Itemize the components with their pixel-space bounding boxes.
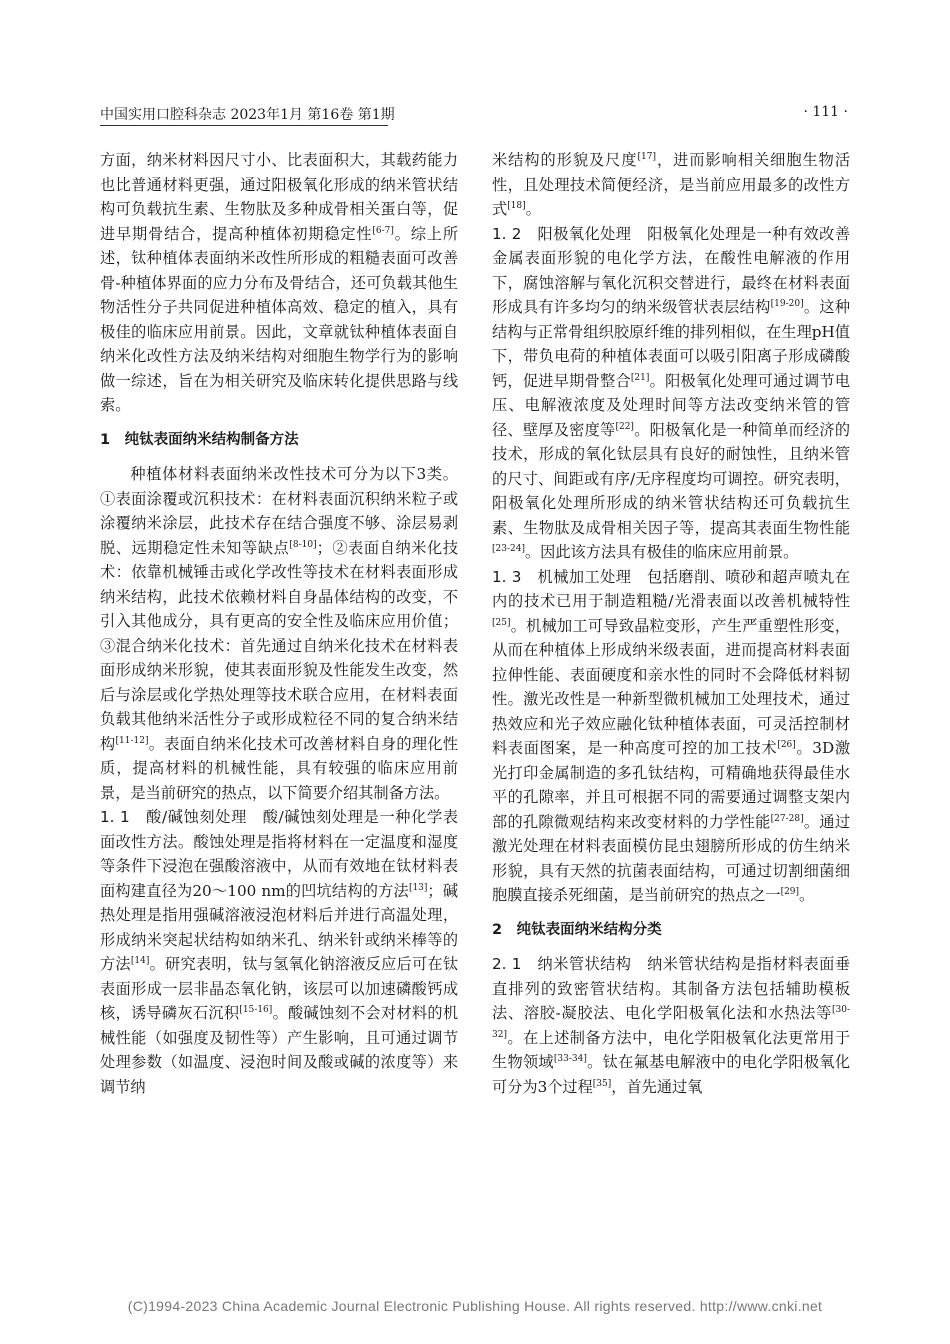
copyright-footer: (C)1994-2023 China Academic Journal Electronic Publishing House. All rights reserved. http://www.cnki.net [127, 1298, 823, 1314]
running-header [100, 104, 850, 126]
left-column [100, 148, 458, 1099]
right-column [492, 148, 850, 1099]
paragraph: 米结构的形貌及尺度[17]，进而影响相关细胞生物活性，且处理技术简便经济，是当前应用最多的改性方式[18]。 [492, 151, 851, 218]
journal-title: 中国实用口腔科杂志 2023年1月 第16卷 第1期 [100, 107, 395, 123]
paragraph: 1. 2 阳极氧化处理 阳极氧化处理是一种有效改善金属表面形貌的电化学方法，在酸性电解液的作用下，腐蚀溶解与氧化沉积交替进行，最终在材料表面形成具有许多均匀的纳米级管状表层结构[19-20]。这种结构与正常骨组织胶原纤维的排列相似，在生理pH值下，带负电荷的种植体表面可以吸引阳离子形成磷酸钙，促进早期骨整合[21]。阳极氧化处理可通过调节电压、电解液浓度及处理时间等方法改变纳米管的管径、壁厚及密度等[22]。阳极氧化是一种简单而经济的技术，形成的氧化钛层具有良好的耐蚀性，且纳米管的尺寸、间距或有序/无序程度均可调控。研究表明，阳极氧化处理所形成的纳米管状结构还可负载抗生素、生物肽及成骨相关因子等，提高其表面生物性能[23-24]。因此该方法具有极佳的临床应用前景。 [492, 224, 851, 561]
paragraph: 1. 3 机械加工处理 包括磨削、喷砂和超声喷丸在内的技术已用于制造粗糙/光滑表面以改善机械特性[25]。机械加工可导致晶粒变形，产生严重塑性形变，从而在种植体上形成纳米级表面，进而提高材料表面拉伸性能、表面硬度和亲水性的同时不会降低材料韧性。激光改性是一种新型微机械加工处理技术，通过热效应和光子效应融化钛种植体表面，可灵活控制材料表面图案，是一种高度可控的加工技术[26]。3D激光打印金属制造的多孔钛结构，可精确地获得最佳水平的孔隙率，并且可根据不同的需要通过调整支架内部的孔隙微观结构来改变材料的力学性能[27-28]。通过激光处理在材料表面模仿昆虫翅膀所形成的仿生纳米形貌，具有天然的抗菌表面结构，可通过切割细菌细胞膜直接杀死细菌，是当前研究的热点之一[29]。 [492, 567, 851, 904]
section-heading: 1 纯钛表面纳米结构制备方法 [100, 431, 299, 448]
header-rule [100, 125, 388, 126]
subsection-heading: 1. 2 阳极氧化处理 [492, 224, 632, 243]
subsection-heading: 1. 3 机械加工处理 [492, 567, 632, 586]
paragraph: 1. 1 酸/碱蚀刻处理 酸/碱蚀刻处理是一种化学表面改性方法。酸蚀处理是指将材料在一定温度和湿度等条件下浸泡在强酸溶液中，从而有效地在钛材料表面构建直径为20～100 nm的凹坑结构的方法[13]；碱热处理是指用强碱溶液浸泡材料后并进行高温处理，形成纳米突起状结构如纳米孔、纳米针或纳米棒等的方法[14]。研究表明，钛与氢氧化钠溶液反应后可在钛表面形成一层非晶态氧化钠，该层可以加速磷酸钙成核，诱导磷灰石沉积[15-16]。酸碱蚀刻不会对材料的机械性能（如强度及韧性等）产生影响，且可通过调节处理参数（如温度、浸泡时间及酸或碱的浓度等）来调节纳 [100, 808, 459, 1096]
subsection-heading: 2. 1 纳米管状结构 [492, 955, 632, 973]
paragraph: 方面，纳米材料因尺寸小、比表面积大，其载药能力也比普通材料更强，通过阳极氧化形成的纳米管状结构可负载抗生素、生物肽及多种成骨相关蛋白等，促进早期骨结合，提高种植体初期稳定性[6-7]。综上所述，钛种植体表面纳米改性所形成的粗糙表面可改善骨-种植体界面的应力分布及骨结合，还可负载其他生物活性分子共同促进种植体高效、稳定的植入，具有极佳的临床应用前景。因此，文章就钛种植体表面自纳米化改性方法及纳米结构对细胞生物学行为的影响做一综述，旨在为相关研究及临床转化提供思路与线索。 [100, 151, 459, 414]
subsection-heading: 1. 1 酸/碱蚀刻处理 [100, 808, 247, 826]
paragraph: 2. 1 纳米管状结构 纳米管状结构是指材料表面垂直排列的致密管状结构。其制备方法包括辅助模板法、溶胶-凝胶法、电化学阳极氧化法和水热法等[30-32]。在上述制备方法中，电化学阳极氧化法更常用于生物领域[33-34]。钛在氟基电解液中的电化学阳极氧化可分为3个过程[35]，首先通过氧 [492, 955, 851, 1096]
section-heading: 2 纯钛表面纳米结构分类 [492, 921, 662, 938]
page-number: · 111 · [803, 104, 848, 120]
paragraph: 种植体材料表面纳米改性技术可分为以下3类。①表面涂覆或沉积技术：在材料表面沉积纳米粒子或涂覆纳米涂层，此技术存在结合强度不够、涂层易剥脱、远期稳定性未知等缺点[8-10]；②表面自纳米化技术：依靠机械锤击或化学改性等技术在材料表面形成纳米结构，此技术依赖材料自身晶体结构的改变，不引入其他成分，具有更高的安全性及临床应用价值；③混合纳米化技术：首先通过自纳米化技术在材料表面形成纳米形貌，使其表面形貌及性能发生改变，然后与涂层或化学热处理等技术联合应用，在材料表面负载其他纳米活性分子或形成粒径不同的复合纳米结构[11-12]。表面自纳米化技术可改善材料自身的理化性质，提高材料的机械性能，具有较强的临床应用前景，是当前研究的热点，以下简要介绍其制备方法。 [100, 465, 459, 802]
